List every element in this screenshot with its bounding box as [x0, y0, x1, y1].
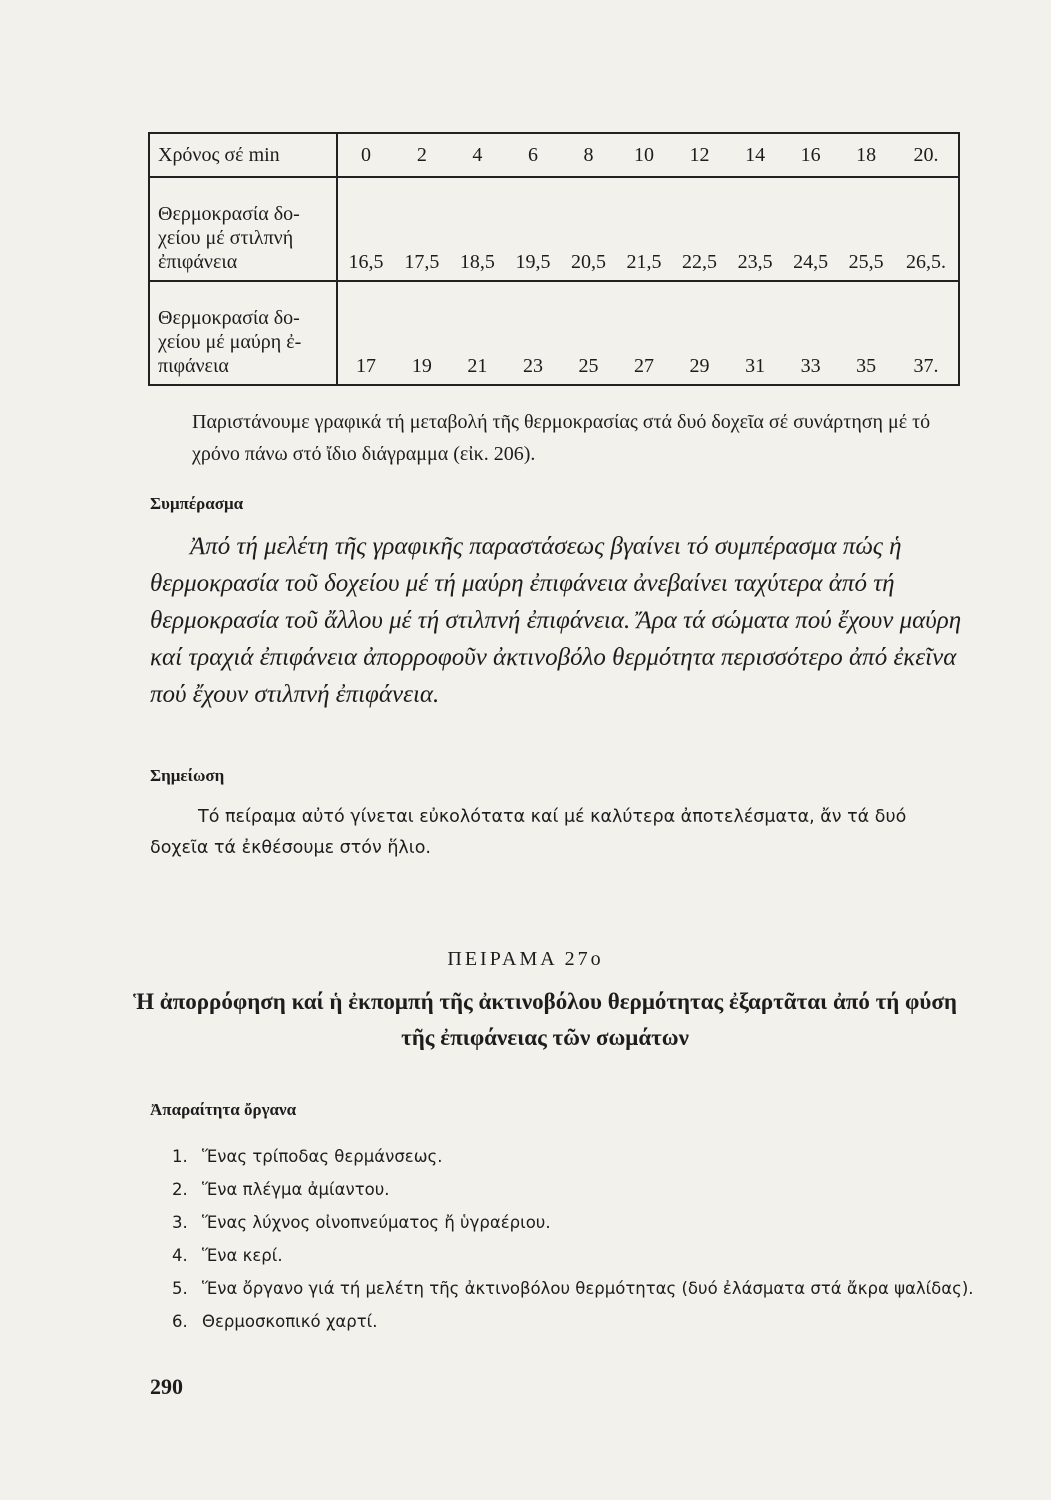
- conclusion-heading: Συμπέρασμα: [150, 494, 244, 513]
- table-cell: 37.: [894, 281, 959, 385]
- experiment-label: ΠΕΙΡΑΜΑ 27ο: [447, 948, 604, 970]
- table-cell: 18,5: [450, 177, 506, 281]
- table-cell: 29: [672, 281, 728, 385]
- table-cell: 24,5: [783, 177, 839, 281]
- table-cell: 12: [672, 133, 728, 177]
- list-item: [172, 1140, 992, 1173]
- table-cell: 10: [616, 133, 672, 177]
- table-cell: 27: [616, 281, 672, 385]
- table-cell: 31: [727, 281, 783, 385]
- table-cell: 17: [337, 281, 394, 385]
- table-cell: 16,5: [337, 177, 394, 281]
- table-cell: 21,5: [616, 177, 672, 281]
- table-cell: 6: [505, 133, 561, 177]
- list-item-text: Ἕνα ὄργανο γιά τή μελέτη τῆς ἀκτινοβόλου θερμότητας (δυό ἐλάσματα στά ἄκρα ψαλίδας).: [202, 1279, 974, 1298]
- table-row-time: [149, 133, 959, 177]
- list-item-text: Θερμοσκοπικό χαρτί.: [202, 1312, 378, 1331]
- list-item-number: 6.: [172, 1312, 188, 1331]
- table-cell: 16: [783, 133, 839, 177]
- list-item: [172, 1206, 992, 1239]
- table-cell: 33: [783, 281, 839, 385]
- temperature-table: [148, 132, 960, 386]
- list-item-text: Ἕνα πλέγμα ἀμίαντου.: [202, 1180, 390, 1199]
- table-cell: 14: [727, 133, 783, 177]
- table-cell: 25,5: [838, 177, 894, 281]
- list-item-number: 1.: [172, 1147, 188, 1166]
- list-item-number: 4.: [172, 1246, 188, 1265]
- list-item-number: 5.: [172, 1279, 188, 1298]
- table-cell: 2: [394, 133, 450, 177]
- note-heading: Σημείωση: [150, 766, 225, 785]
- table-cell: 19,5: [505, 177, 561, 281]
- tools-heading: Ἀπαραίτητα ὄργανα: [150, 1100, 297, 1119]
- list-item: [172, 1239, 992, 1272]
- list-item: [172, 1173, 992, 1206]
- table-cell: 23: [505, 281, 561, 385]
- table-cell: 21: [450, 281, 506, 385]
- list-item-number: 2.: [172, 1180, 188, 1199]
- table-cell: 26,5.: [894, 177, 959, 281]
- tools-list: [172, 1140, 992, 1338]
- list-item: [172, 1272, 992, 1305]
- table-cell: 4: [450, 133, 506, 177]
- list-item: [172, 1305, 992, 1338]
- table-cell: 18: [838, 133, 894, 177]
- table-row-shiny: [149, 177, 959, 281]
- table-cell: 20,5: [561, 177, 617, 281]
- table-cell: 8: [561, 133, 617, 177]
- table-cell: 0: [337, 133, 394, 177]
- list-item-text: Ἕνας τρίποδας θερμάνσεως.: [202, 1147, 443, 1166]
- row-label-time: Χρόνος σέ min: [149, 133, 337, 177]
- table-cell: 19: [394, 281, 450, 385]
- section-title: Ἡ ἀπορρόφηση καί ἡ ἐκπομπή τῆς ἀκτινοβόλου θερμότητας ἐξαρτᾶται ἀπό τή φύση τῆς ἐπιφάνειας τῶν σωμάτων: [133, 989, 957, 1050]
- list-item-number: 3.: [172, 1213, 188, 1232]
- table-row-black: [149, 281, 959, 385]
- table-cell: 22,5: [672, 177, 728, 281]
- list-item-text: Ἕνας λύχνος οἰνοπνεύματος ἤ ὑγραέριου.: [202, 1213, 551, 1232]
- graph-description-paragraph: Παριστάνουμε γραφικά τή μεταβολή τῆς θερμοκρασίας στά δυό δοχεῖα σέ συνάρτηση μέ τό χρόνο πάνω στό ἴδιο διάγραμμα (εἰκ. 206).: [192, 411, 931, 465]
- table-cell: 20.: [894, 133, 959, 177]
- note-paragraph: Τό πείραμα αὐτό γίνεται εὐκολότατα καί μέ καλύτερα ἀποτελέσματα, ἄν τά δυό δοχεῖα τά ἐκθέσουμε στόν ἥλιο.: [150, 807, 907, 858]
- table-cell: 23,5: [727, 177, 783, 281]
- page-number: 290: [150, 1374, 183, 1399]
- row-label-shiny: Θερμοκρασία δο- χείου μέ στιλπνή ἐπιφάνεια: [149, 177, 337, 281]
- list-item-text: Ἕνα κερί.: [202, 1246, 283, 1265]
- row-label-black: Θερμοκρασία δο- χείου μέ μαύρη ἐ- πιφάνεια: [149, 281, 337, 385]
- conclusion-paragraph: Ἀπό τή μελέτη τῆς γραφικῆς παραστάσεως βγαίνει τό συμπέρασμα πώς ἡ θερμοκρασία τοῦ δοχείου μέ τή μαύρη ἐπιφάνεια ἀνεβαίνει ταχύτερα ἀπό τή θερμοκρασία τοῦ ἄλλου μέ τή στιλπνή ἐπιφάνεια. Ἄρα τά σώματα πού ἔχουν μαύρη καί τραχιά ἐπιφάνεια ἀπορροφοῦν ἀκτινοβόλο θερμότητα περισσότερο ἀπό ἐκεῖνα πού ἔχουν στιλπνή ἐπιφάνεια.: [150, 533, 962, 708]
- table-cell: 35: [838, 281, 894, 385]
- table-cell: 17,5: [394, 177, 450, 281]
- table-cell: 25: [561, 281, 617, 385]
